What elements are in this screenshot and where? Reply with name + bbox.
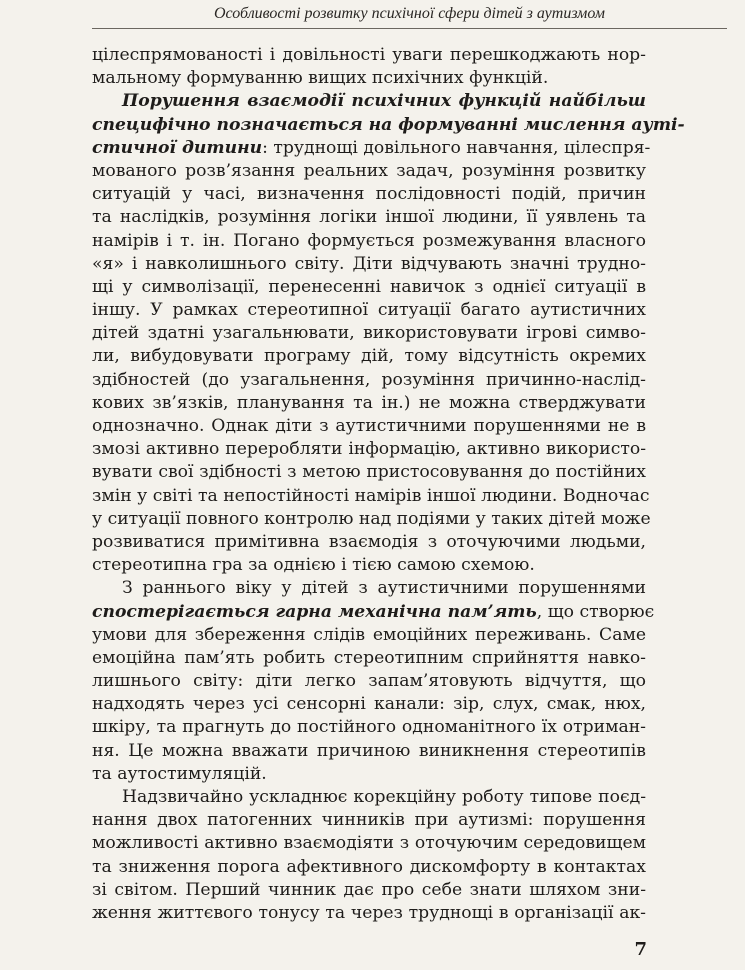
text-run: шкіру, та прагнуть до постійного одноманітного їх отриман- (92, 717, 646, 738)
text-line (92, 601, 655, 624)
text-run: емоційна пам’ять робить стереотипним сприйняття навко- (92, 647, 646, 668)
text-run: цілеспрямованості і довільності уваги перешкоджають нор- (92, 45, 646, 65)
text-run: нання двох патогенних чинників при аутизмі: порушення (92, 810, 646, 831)
text-line (92, 299, 646, 322)
emphasized-text: стичної дитини (92, 137, 263, 158)
text-line (92, 716, 646, 739)
text-run: ситуацій у часі, визначення послідовності подій, причин (92, 184, 646, 205)
text-run: «я» і навколишнього світу. Діти відчувають значні трудно- (92, 253, 646, 274)
text-line (92, 392, 646, 415)
text-run: ня. Це можна вважати причиною виникнення стереотипів (92, 740, 646, 761)
text-line (92, 670, 646, 693)
text-line (92, 253, 646, 276)
text-line (92, 438, 646, 461)
text-run: можливості активно взаємодіяти з оточуючим середовищем (92, 833, 646, 854)
text-run: змозі активно переробляти інформацію, активно використо- (92, 439, 646, 460)
emphasized-text: специфічно позначається на формуванні мислення ауті- (92, 114, 685, 135)
text-run: та зниження порога афективного дискомфорту в контактах (92, 856, 646, 877)
text-run: мальному формуванню вищих психічних функцій. (92, 68, 549, 89)
text-line (92, 322, 646, 345)
text-line (92, 740, 646, 763)
text-run: дітей здатні узагальнювати, використовувати ігрові симво- (92, 323, 646, 344)
text-line (92, 415, 646, 438)
text-run: : труднощі довільного навчання, цілеспря- (262, 137, 651, 158)
text-line (92, 160, 646, 183)
running-header (92, 4, 727, 29)
text-run: кових зв’язків, планування та ін.) не можна стверджувати (92, 392, 646, 413)
text-run: мованого розв’язання реальних задач, розуміння розвитку (92, 160, 646, 181)
text-line (92, 902, 646, 925)
text-run: , що створює (536, 601, 655, 622)
text-line (92, 345, 646, 368)
text-line (92, 276, 646, 299)
text-run: надходять через усі сенсорні канали: зір, слух, смак, нюх, (92, 694, 646, 715)
text-line (92, 856, 646, 879)
text-line (92, 369, 646, 392)
text-line (92, 508, 651, 531)
text-run: у ситуації повного контролю над подіями у таких дітей може (92, 508, 651, 529)
text-line (92, 531, 646, 554)
running-title: Особливості розвитку психічної сфери дітей з аутизмом (214, 5, 605, 22)
text-run: зі світом. Перший чинник дає про себе знати шляхом зни- (92, 879, 646, 900)
text-line (92, 485, 650, 508)
text-run: розвиватися примітивна взаємодія з оточуючими людьми, (92, 531, 646, 552)
text-run: іншу. У рамках стереотипної ситуації багато аутистичних (92, 300, 646, 321)
text-line (92, 624, 646, 647)
text-run: Надзвичайно ускладнює корекційну роботу типове поєд- (122, 787, 646, 807)
text-line (92, 183, 646, 206)
text-line (92, 554, 646, 577)
emphasized-text: спостерігається гарна механічна пам’ять (92, 601, 537, 622)
text-run: вувати свої здібності з метою пристосовування до постійних (92, 462, 646, 483)
text-line (92, 44, 646, 67)
text-run: стереотипна гра за однією і тією самою схемою. (92, 555, 535, 576)
text-line (92, 206, 646, 229)
text-line (92, 879, 646, 902)
text-line (92, 693, 646, 716)
text-line (92, 577, 646, 600)
text-line (92, 90, 646, 113)
text-line (92, 230, 646, 253)
text-run: щі у символізації, перенесенні навичок з однієї ситуації в (92, 276, 646, 297)
text-line (92, 137, 651, 160)
emphasized-text: Порушення взаємодії психічних функцій найбільш (122, 91, 646, 112)
text-run: умови для збереження слідів емоційних переживань. Саме (92, 624, 646, 645)
text-run: здібностей (до узагальнення, розуміння причинно-наслід- (92, 369, 646, 390)
text-run: та аутостимуляцій. (92, 763, 267, 784)
text-run: ження життєвого тонусу та через труднощі в організації ак- (92, 902, 646, 923)
text-run: З раннього віку у дітей з аутистичними порушеннями (122, 578, 646, 599)
text-line (92, 832, 646, 855)
text-line (92, 647, 646, 670)
text-run: ли, вибудовувати програму дій, тому відсутність окремих (92, 346, 646, 367)
text-line (92, 809, 646, 832)
body-text (92, 44, 685, 925)
text-run: та наслідків, розуміння логіки іншої людини, її уявлень та (92, 207, 646, 228)
page-number: 7 (634, 939, 647, 960)
text-run: змін у світі та непостійності намірів іншої людини. Водночас (92, 485, 650, 506)
text-line (92, 786, 646, 809)
text-line (92, 763, 646, 786)
text-line (92, 461, 646, 484)
text-line (92, 114, 685, 137)
text-run: намірів і т. ін. Погано формується розмежування власного (92, 230, 646, 251)
text-line (92, 67, 646, 90)
text-run: лишнього світу: діти легко запам’ятовують відчуття, що (92, 671, 646, 692)
text-run: однозначно. Однак діти з аутистичними порушеннями не в (92, 416, 646, 436)
